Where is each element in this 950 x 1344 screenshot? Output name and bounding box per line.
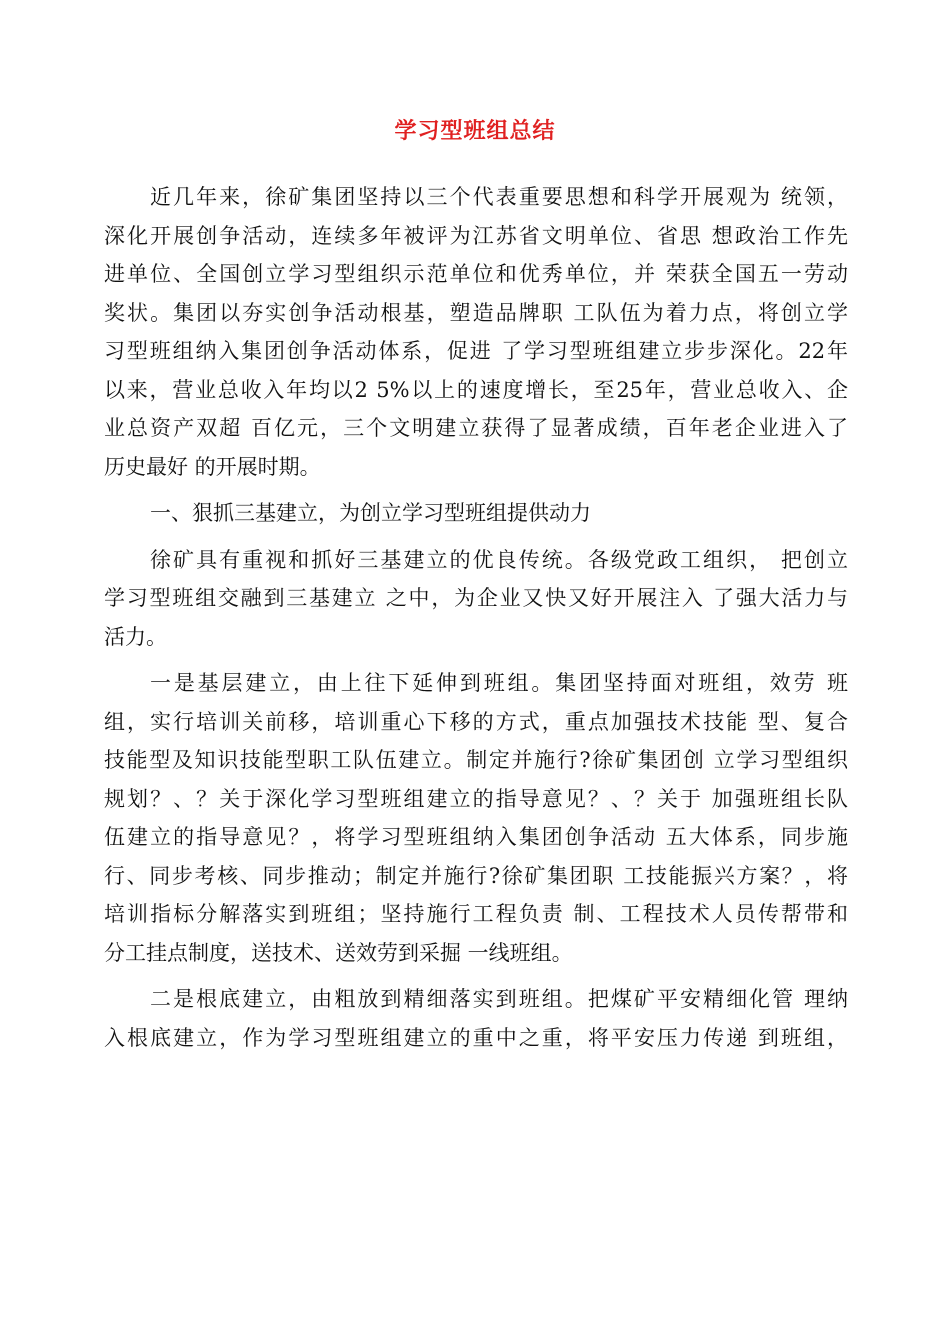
paragraph-grassroots: [104, 664, 848, 972]
text-line: 技能型及知识技能型职工队伍建立。制定并施行?徐矿集团创 立学习型组织: [104, 748, 848, 772]
text-line: 二是根底建立，由粗放到精细落实到班组。把煤矿平安精细化管 理纳: [150, 987, 848, 1011]
text-line: 近几年来，徐矿集团坚持以三个代表重要思想和科学开展观为 统领，: [150, 185, 848, 209]
text-line: 培训指标分解落实到班组；坚持施行工程负责 制、工程技术人员传帮带和: [104, 902, 848, 926]
text-line: 分工挂点制度，送技术、送效劳到采掘 一线班组。: [104, 940, 573, 965]
section-heading: [104, 494, 848, 533]
paragraph-foundation: [104, 980, 848, 1057]
text-line: 规划？、？关于深化学习型班组建立的指导意见？、？关于 加强班组长队: [104, 786, 848, 811]
text-line: 徐矿具有重视和抓好三基建立的优良传统。各级党政工组织， 把创立: [150, 547, 848, 572]
paragraph-intro: [104, 178, 848, 486]
text-line: 学习型班组交融到三基建立 之中，为企业又快又好开展注入 了强大活力与: [104, 586, 848, 610]
document-title: 学习型班组总结: [394, 118, 556, 144]
text-line: 一是基层建立，由上往下延伸到班组。集团坚持面对班组，效劳 班: [150, 671, 848, 695]
text-line: 以来，营业总收入年均以2 5%以上的速度增长，至25年，营业总收入、企: [104, 377, 848, 402]
text-line: 进单位、全国创立学习型组织示范单位和优秀单位，并 荣获全国五一劳动: [104, 262, 848, 286]
text-line: 组，实行培训关前移，培训重心下移的方式，重点加强技术技能 型、复合: [104, 709, 848, 734]
text-line: 入根底建立，作为学习型班组建立的重中之重，将平安压力传递 到班组，: [104, 1025, 848, 1050]
text-line: 业总资产双超 百亿元，三个文明建立获得了显著成绩，百年老企业进入了: [104, 416, 848, 440]
text-line: 活力。: [104, 624, 167, 649]
text-line: 习型班组纳入集团创争活动体系，促进 了学习型班组建立步步深化。22年: [104, 339, 848, 363]
text-line: 历史最好 的开展时期。: [104, 454, 321, 479]
paragraph-tradition: [104, 541, 848, 657]
text-line: 奖状。集团以夯实创争活动根基，塑造品牌职 工队伍为着力点，将创立学: [104, 300, 848, 325]
text-line: 一、狠抓三基建立，为创立学习型班组提供动力: [150, 501, 591, 525]
text-line: 深化开展创争活动，连续多年被评为江苏省文明单位、省思 想政治工作先: [104, 223, 848, 248]
text-line: 伍建立的指导意见？，将学习型班组纳入集团创争活动 五大体系，同步施: [104, 825, 848, 849]
document-body: [104, 178, 848, 1065]
text-line: 行、同步考核、同步推动；制定并施行?徐矿集团职 工技能振兴方案？，将: [104, 863, 848, 888]
